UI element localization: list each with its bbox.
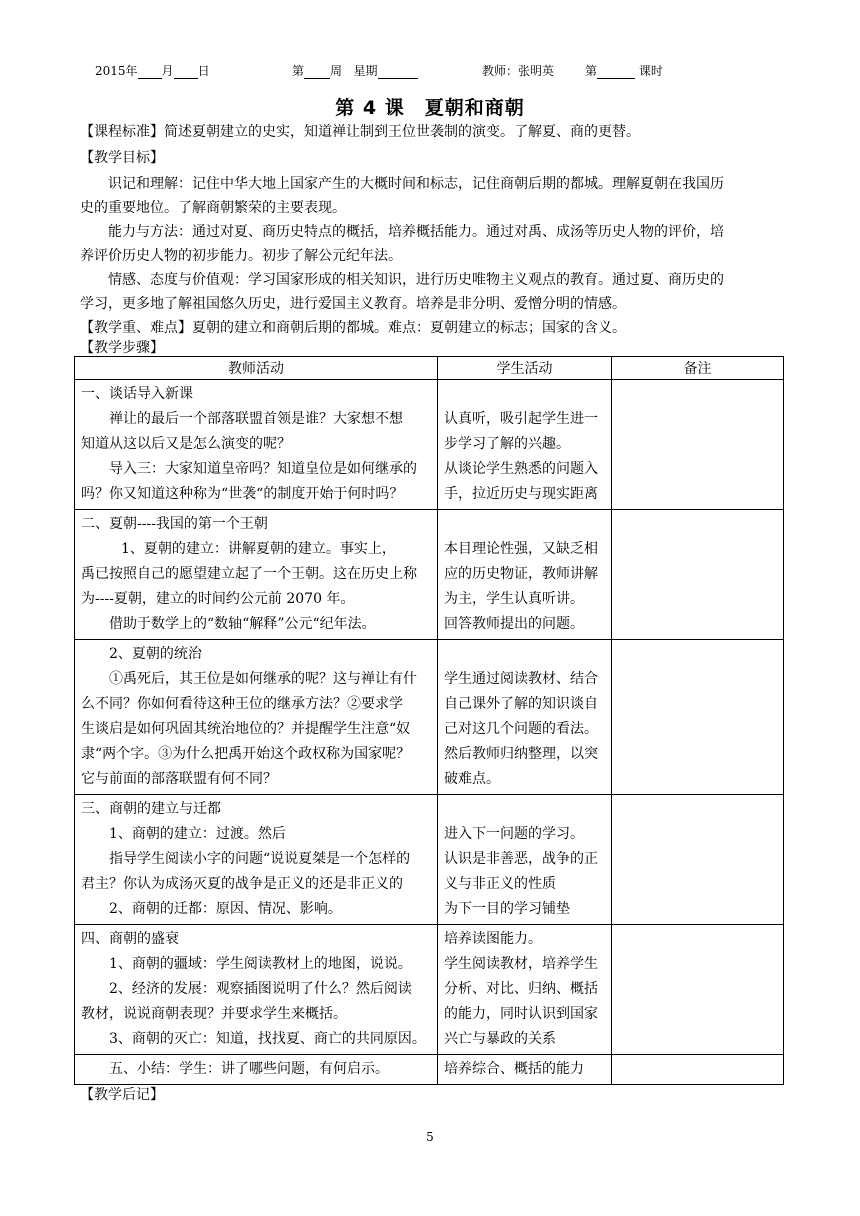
key-text: 夏朝的建立和商朝后期的都城。难点：夏朝建立的标志；国家的含义。: [192, 320, 626, 336]
cell-line: 导入三：大家知道皇帝吗？知道皇位是如何继承的: [109, 461, 417, 477]
cell-line: 知道从这以后又是怎么演变的呢？: [81, 436, 291, 452]
cell-line: 为主，学生认真听讲。: [444, 591, 584, 607]
cell-line: 禹已按照自己的愿望建立起了一个王朝。这在历史上称: [81, 566, 417, 582]
date-field: [95, 62, 210, 79]
curriculum-tag: 【课程标准】: [80, 124, 164, 140]
cell-line: 从谈论学生熟悉的问题入: [444, 461, 598, 477]
weekday-label: 星期: [353, 64, 378, 78]
cell-line: 1、商朝的疆域：学生阅读教材上的地图，说说。: [109, 956, 412, 972]
student-cell: [438, 380, 612, 510]
section-heading: 二、夏朝----我国的第一个王朝: [81, 516, 268, 532]
table-header-row: [75, 357, 784, 380]
notes-cell: [612, 925, 784, 1055]
notes-cell: [612, 795, 784, 925]
cell-line: ①禹死后，其王位是如何继承的呢？这与禅让有什: [109, 671, 417, 687]
week-prefix: 第: [292, 64, 305, 78]
cell-line: 手，拉近历史与现实距离: [444, 486, 598, 502]
cell-line: [444, 512, 605, 537]
month-label: 月: [161, 64, 174, 78]
week-suffix: 周: [330, 64, 343, 78]
teacher-name: 教师：张明英: [482, 64, 555, 78]
cell-line: 培养读图能力。: [444, 931, 542, 947]
teacher-cell: [75, 510, 438, 640]
cell-line: 应的历史物证，教师讲解: [444, 566, 598, 582]
cell-line: 指导学生阅读小字的问题“说说夏桀是一个怎样的: [109, 851, 411, 867]
period-prefix: 第: [585, 64, 598, 78]
steps-tag: 【教学步骤】: [80, 340, 164, 356]
table-row: [75, 795, 784, 925]
cell-line: 1、夏朝的建立：讲解夏朝的建立。事实上，: [121, 541, 396, 557]
table-row: [75, 380, 784, 510]
cell-line: 生谈启是如何巩固其统治地位的？并提醒学生注意“奴: [81, 721, 411, 737]
year-label: 2015年: [95, 64, 138, 78]
cell-line: 破难点。: [444, 771, 500, 787]
summary-line: 五、小结：学生：讲了哪些问题，有何启示。: [109, 1061, 389, 1077]
weekday-blank: [378, 66, 418, 79]
notes-cell: [612, 1055, 784, 1085]
notes-cell: [612, 380, 784, 510]
cell-line: 学生阅读教材，培养学生: [444, 956, 598, 972]
cell-line: 回答教师提出的问题。: [444, 616, 584, 632]
cell-line: 教材，说说商朝表现？并要求学生来概括。: [81, 1006, 347, 1022]
table-row: [75, 1055, 784, 1085]
cell-line: 禅让的最后一个部落联盟首领是谁？大家想不想: [109, 411, 403, 427]
table-row: [75, 510, 784, 640]
goal-knowledge-line2: 史的重要地位。了解商朝繁荣的主要表现。: [80, 200, 346, 216]
goal-attitude-line2: 学习，更多地了解祖国悠久历史，进行爱国主义教育。培养是非分明、爱憎分明的情感。: [80, 296, 626, 312]
notes-cell: [612, 510, 784, 640]
week-field: [292, 62, 418, 79]
cell-line: 3、商朝的灭亡：知道，找找夏、商亡的共同原因。: [109, 1031, 426, 1047]
cell-line: [444, 797, 605, 822]
cell-line: 本目理论性强，又缺乏相: [444, 541, 598, 557]
cell-line: [444, 382, 605, 407]
teacher-cell: [75, 640, 438, 795]
cell-line: 吗？你又知道这种称为“世袭“的制度开始于何时吗？: [81, 486, 404, 502]
cell-line: 分析、对比、归纳、概括: [444, 981, 598, 997]
header-student-activity: 学生活动: [438, 357, 612, 380]
table-row: [75, 925, 784, 1055]
student-cell: [438, 1055, 612, 1085]
period-suffix: 课时: [638, 64, 663, 78]
teacher-cell: [75, 1055, 438, 1085]
cell-line: 2、商朝的迁都：原因、情况、影响。: [109, 901, 342, 917]
cell-line: 然后教师归纳整理，以突: [444, 746, 598, 762]
cell-line: [444, 642, 605, 667]
cell-line: 自己课外了解的知识谈自: [444, 696, 598, 712]
teacher-cell: [75, 925, 438, 1055]
cell-line: 为----夏朝，建立的时间约公元前 2070 年。: [81, 591, 355, 607]
student-cell: [438, 640, 612, 795]
month-blank: [138, 66, 162, 79]
cell-line: 的能力，同时认识到国家: [444, 1006, 598, 1022]
period-blank: [597, 66, 635, 79]
page-number: 5: [426, 1130, 434, 1144]
cell-line: 借助于数学上的“数轴“解释”公元“纪年法。: [109, 616, 376, 632]
goal-attitude-line1: 情感、态度与价值观：学习国家形成的相关知识，进行历史唯物主义观点的教育。通过夏、商历史的: [108, 272, 724, 288]
cell-line: 学生通过阅读教材、结合: [444, 671, 598, 687]
goal-knowledge-line1: 识记和理解：记住中华大地上国家产生的大概时间和标志，记住商朝后期的都城。理解夏朝在我国历: [108, 176, 724, 192]
curriculum-standard: [80, 120, 785, 144]
cell-line: 进入下一问题的学习。: [444, 826, 584, 842]
goal-ability-line2: 养评价历史人物的初步能力。初步了解公元纪年法。: [80, 248, 402, 264]
section-heading: 三、商朝的建立与迁都: [81, 801, 221, 817]
cell-line: 己对这几个问题的看法。: [444, 721, 598, 737]
cell-line: 2、经济的发展：观察插图说明了什么？然后阅读: [109, 981, 412, 997]
section-heading: 2、夏朝的统治: [109, 646, 202, 662]
cell-line: 隶“两个字。③为什么把禹开始这个政权称为国家呢？: [81, 746, 411, 762]
cell-line: 1、商朝的建立：过渡。然后: [109, 826, 286, 842]
student-cell: [438, 925, 612, 1055]
cell-line: 培养综合、概括的能力: [444, 1061, 584, 1077]
after-class-notes-tag: 【教学后记】: [80, 1087, 164, 1103]
section-heading: 一、谈话导入新课: [81, 386, 193, 402]
day-label: 日: [197, 64, 210, 78]
cell-line: 义与非正义的性质: [444, 876, 556, 892]
curriculum-text: 简述夏朝建立的史实，知道禅让制到王位世袭制的演变。了解夏、商的更替。: [164, 124, 640, 140]
day-blank: [174, 66, 198, 79]
goal-ability-line1: 能力与方法：通过对夏、商历史特点的概括，培养概括能力。通过对禹、成汤等历史人物的评价，培: [108, 224, 724, 240]
cell-line: 么不同？你如何看待这种王位的继承方法？②要求学: [81, 696, 403, 712]
cell-line: 为下一目的学习铺垫: [444, 901, 570, 917]
lesson-plan-header: [0, 62, 860, 80]
student-cell: [438, 510, 612, 640]
goals-tag: 【教学目标】: [80, 150, 164, 166]
teacher-cell: [75, 380, 438, 510]
cell-line: 它与前面的部落联盟有何不同？: [81, 771, 277, 787]
cell-line: 兴亡与暴政的关系: [444, 1031, 556, 1047]
teaching-steps-table: [74, 356, 784, 1085]
key-tag: 【教学重、难点】: [80, 320, 192, 336]
period-field: [585, 62, 663, 79]
notes-cell: [612, 640, 784, 795]
cell-line: 认识是非善恶，战争的正: [444, 851, 598, 867]
week-blank: [304, 66, 330, 79]
lesson-title: 第 4 课 夏朝和商朝: [335, 97, 525, 119]
header-notes: 备注: [612, 357, 784, 380]
section-heading: 四、商朝的盛衰: [81, 931, 179, 947]
header-teacher-activity: 教师活动: [75, 357, 438, 380]
teacher-cell: [75, 795, 438, 925]
cell-line: 君主？你认为成汤灭夏的战争是正义的还是非正义的: [81, 876, 403, 892]
student-cell: [438, 795, 612, 925]
cell-line: 步学习了解的兴趣。: [444, 436, 570, 452]
table-row: [75, 640, 784, 795]
cell-line: 认真听，吸引起学生进一: [444, 411, 598, 427]
